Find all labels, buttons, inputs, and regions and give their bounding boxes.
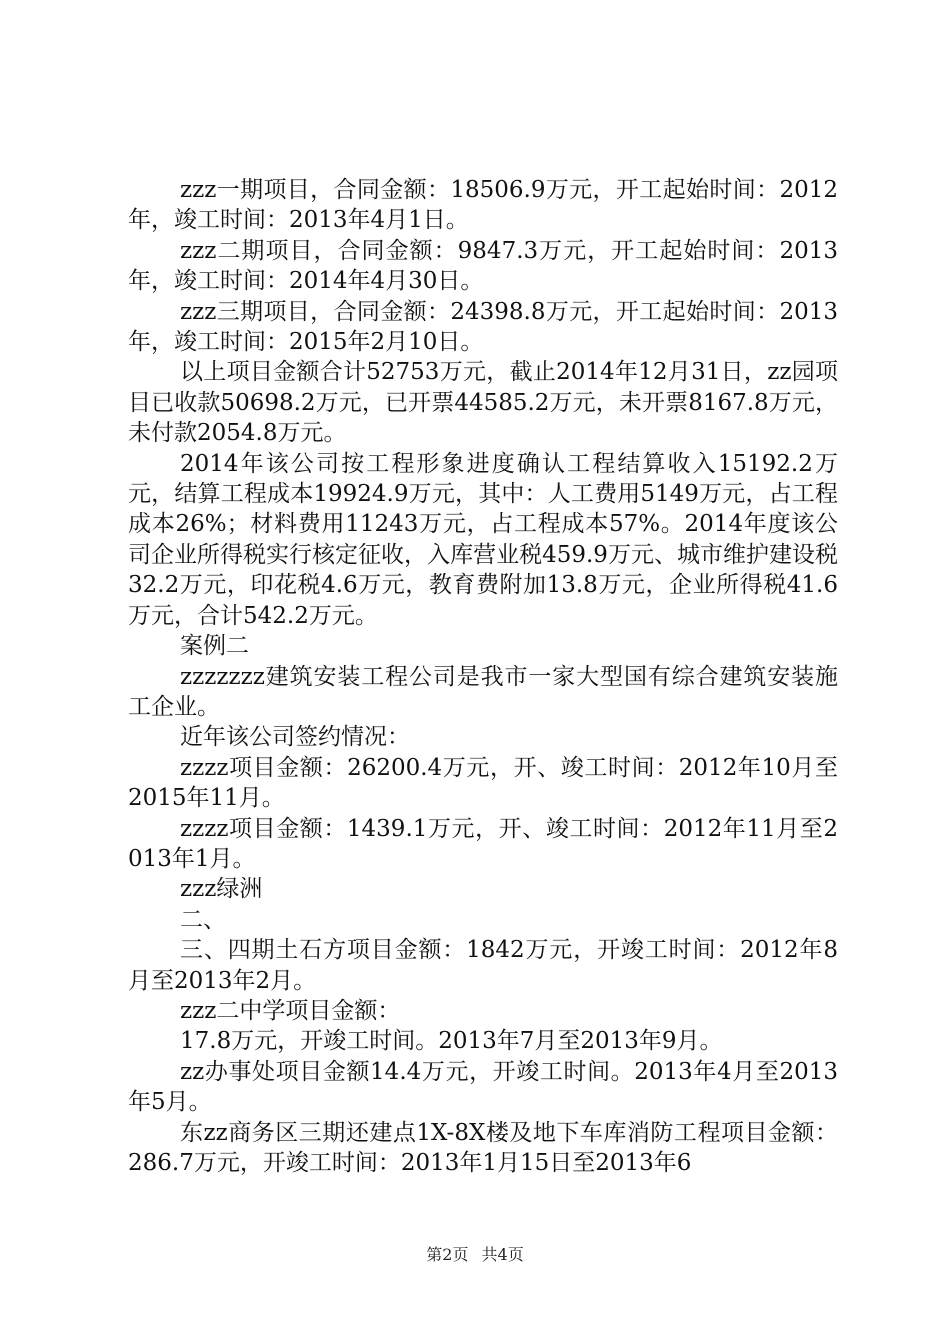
paragraph-phase-2: zzz二期项目，合同金额：9847.3万元，开工起始时间：2013年，竣工时间：2014年4月30日。	[128, 237, 838, 295]
paragraph-total-summary: 以上项目金额合计52753万元，截止2014年12月31日，zz园项目已收款50698.2万元，已开票44585.2万元，未开票8167.8万元，未付款2054.8万元。	[128, 359, 838, 447]
paragraph-earthwork: 三、四期土石方项目金额：1842万元，开竣工时间：2012年8月至2013年2月。	[128, 937, 838, 994]
paragraph-contracts-intro: 近年该公司签约情况：	[180, 724, 410, 751]
paragraph-2014-settlement: 2014年该公司按工程形象进度确认工程结算收入15192.2万元，结算工程成本19924.9万元，其中：人工费用5149万元，占工程成本26%；材料费用11243万元，占工程成本57%。2014年度该公司企业所得税实行核定征收，入库营业税459.9万元、城市维护建设税32.2万元，印花税4.6万元，教育费附加13.8万元，企业所得税41.6万元，合计542.2万元。	[128, 450, 838, 629]
paragraph-project-b: zzzz项目金额：1439.1万元，开、竣工时间：2012年11月至2013年1月。	[128, 815, 838, 872]
paragraph-school-project: zzz二中学项目金额：	[180, 997, 401, 1024]
page-number: 第2页	[426, 1245, 469, 1264]
paragraph-phase-3: zzz三期项目，合同金额：24398.8万元，开工起始时间：2013年，竣工时间：2015年2月10日。	[128, 298, 838, 356]
paragraph-oasis: zzz绿洲	[180, 876, 263, 903]
paragraph-phase-1: zzz一期项目，合同金额：18506.9万元，开工起始时间：2012年，竣工时间：2013年4月1日。	[128, 177, 838, 234]
page-footer	[0, 1242, 950, 1265]
paragraph-office-project: zz办事处项目金额14.4万元，开竣工时间。2013年4月至2013年5月。	[128, 1058, 838, 1116]
paragraph-company-intro: zzzzzzz建筑安装工程公司是我市一家大型国有综合建筑安装施工企业。	[128, 663, 838, 720]
document-body	[128, 175, 838, 1178]
paragraph-project-a: zzzz项目金额：26200.4万元，开、竣工时间：2012年10月至2015年11月。	[128, 754, 838, 812]
case-two-heading: 案例二	[180, 633, 249, 660]
page-total: 共4页	[481, 1245, 524, 1264]
paragraph-item-two: 二、	[180, 906, 226, 933]
paragraph-school-amount: 17.8万元，开竣工时间。2013年7月至2013年9月。	[180, 1028, 723, 1055]
paragraph-fire-project: 东zz商务区三期还建点1X-8X楼及地下车库消防工程项目金额：286.7万元，开竣工时间：2013年1月15日至2013年6	[128, 1119, 838, 1176]
